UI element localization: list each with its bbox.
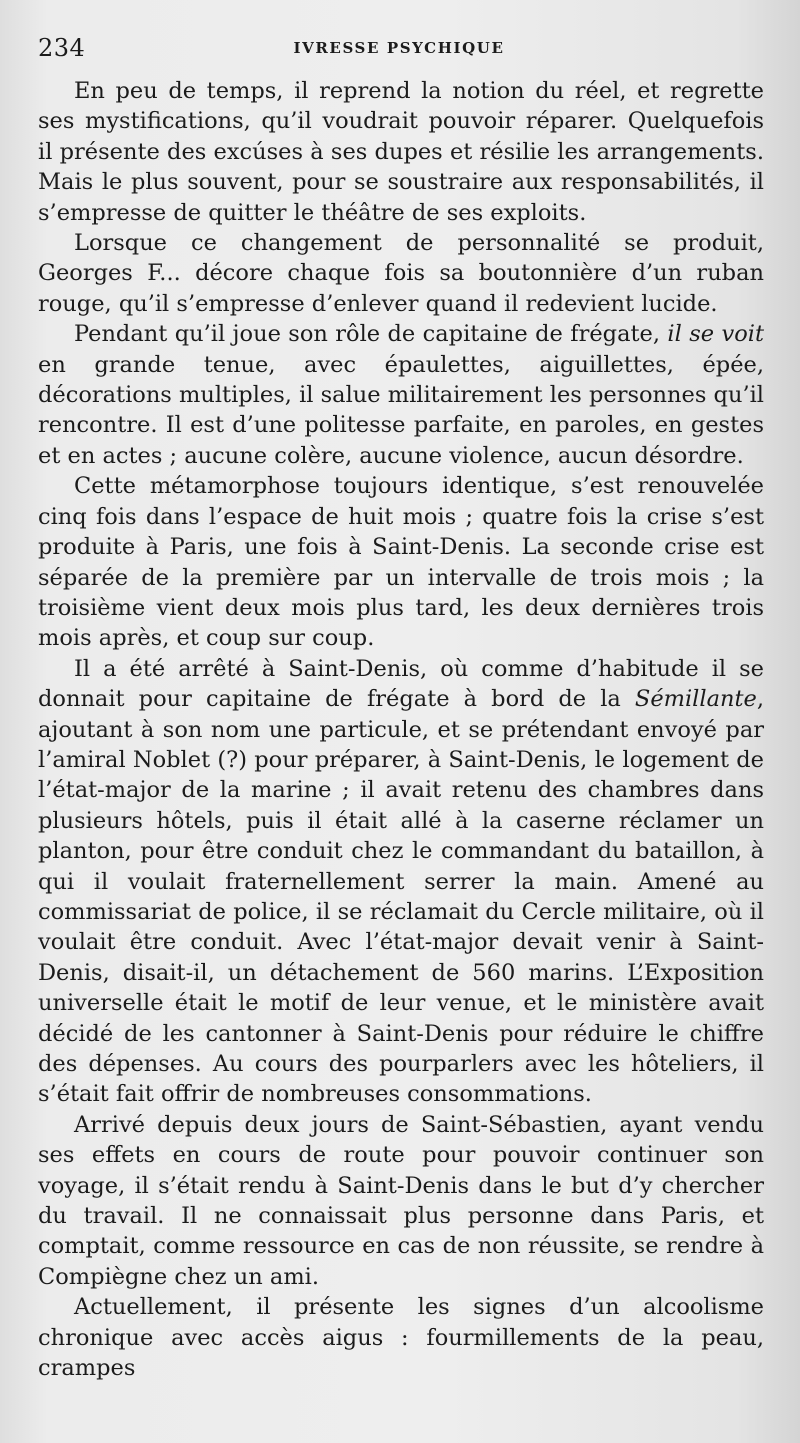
paragraph-text: , ajoutant à son nom une particule, et se prétendant envoyé par l’amiral Noblet (?) pour préparer, à Saint-Denis, le logement de l’état-major de la marine ; il avait retenu des chambres dans plusieurs hôtels, puis il était allé à la caserne réclamer un planton, pour être conduit chez le commandant du bataillon, à qui il voulait fraternellement serrer la main. Amené au commissariat de police, il se réclamait du Cercle militaire, où il voulait être conduit. Avec l’état-major devait venir à Saint-Denis, disait-il, un détachement de 560 marins. L’Exposition universelle était le motif de leur venue, et le ministère avait décidé de les cantonner à Saint-Denis pour réduire le chiffre des dépenses. Au cours des pourparlers avec les hôteliers, il s’était fait offrir de nombreuses consommations. xyxy=(38,686,764,1108)
paragraph-text: Cette métamorphose toujours identique, s’est renouvelée cinq fois dans l’espace de huit mois ; quatre fois la crise s’est produite à Paris, une fois à Saint-Denis. La seconde crise est séparée de la première par un intervalle de trois mois ; la troisième vient deux mois plus tard, les deux dernières trois mois après, et coup sur coup. xyxy=(38,473,764,652)
paragraph-3 xyxy=(38,319,764,471)
page-header xyxy=(38,34,760,70)
paragraph-4 xyxy=(38,471,764,653)
paragraph-text: Actuellement, il présente les signes d’un alcoolisme chronique avec accès aigus : fourmillements de la peau, crampes xyxy=(38,1294,764,1382)
paragraph-5 xyxy=(38,654,764,1110)
paragraph-6 xyxy=(38,1110,764,1292)
paragraph-text: En peu de temps, il reprend la notion du réel, et regrette ses mystifications, qu’il voudrait pouvoir réparer. Quelquefois il présente des excúses à ses dupes et résilie les arrangements. Mais le plus souvent, pour se soustraire aux responsabilités, il s’empresse de quitter le théâtre de ses exploits. xyxy=(38,78,764,226)
page-number: 234 xyxy=(38,34,86,62)
paragraph-text: Il a été arrêté à Saint-Denis, où comme d’habitude il se donnait pour capitaine de frégate à bord de la xyxy=(38,655,764,713)
paragraph-text: Lorsque ce changement de personnalité se produit, Georges F... décore chaque fois sa boutonnière d’un ruban rouge, qu’il s’empresse d’enlever quand il redevient lucide. xyxy=(38,230,764,317)
running-title: IVRESSE PSYCHIQUE xyxy=(293,39,505,57)
paragraph-text: Pendant qu’il joue son rôle de capitaine de frégate, xyxy=(74,321,668,348)
italic-phrase: il se voit xyxy=(667,321,764,348)
paragraph-7 xyxy=(38,1292,764,1383)
body-text xyxy=(38,76,764,1383)
ship-name: Sémillante xyxy=(634,686,757,713)
paragraph-1 xyxy=(38,76,764,228)
paragraph-text: en grande tenue, avec épaulettes, aiguillettes, épée, décorations multiples, il salue militairement les personnes qu’il rencontre. Il est d’une politesse parfaite, en paroles, en gestes et en actes ; aucune colère, aucune violence, aucun désordre. xyxy=(38,351,764,469)
paragraph-2 xyxy=(38,228,764,319)
paragraph-text: Arrivé depuis deux jours de Saint-Sébastien, ayant vendu ses effets en cours de route pour pouvoir continuer son voyage, il s’était rendu à Saint-Denis dans le but d’y chercher du travail. Il ne connaissait plus personne dans Paris, et comptait, comme ressource en cas de non réussite, se rendre à Compiègne chez un ami. xyxy=(38,1111,764,1290)
